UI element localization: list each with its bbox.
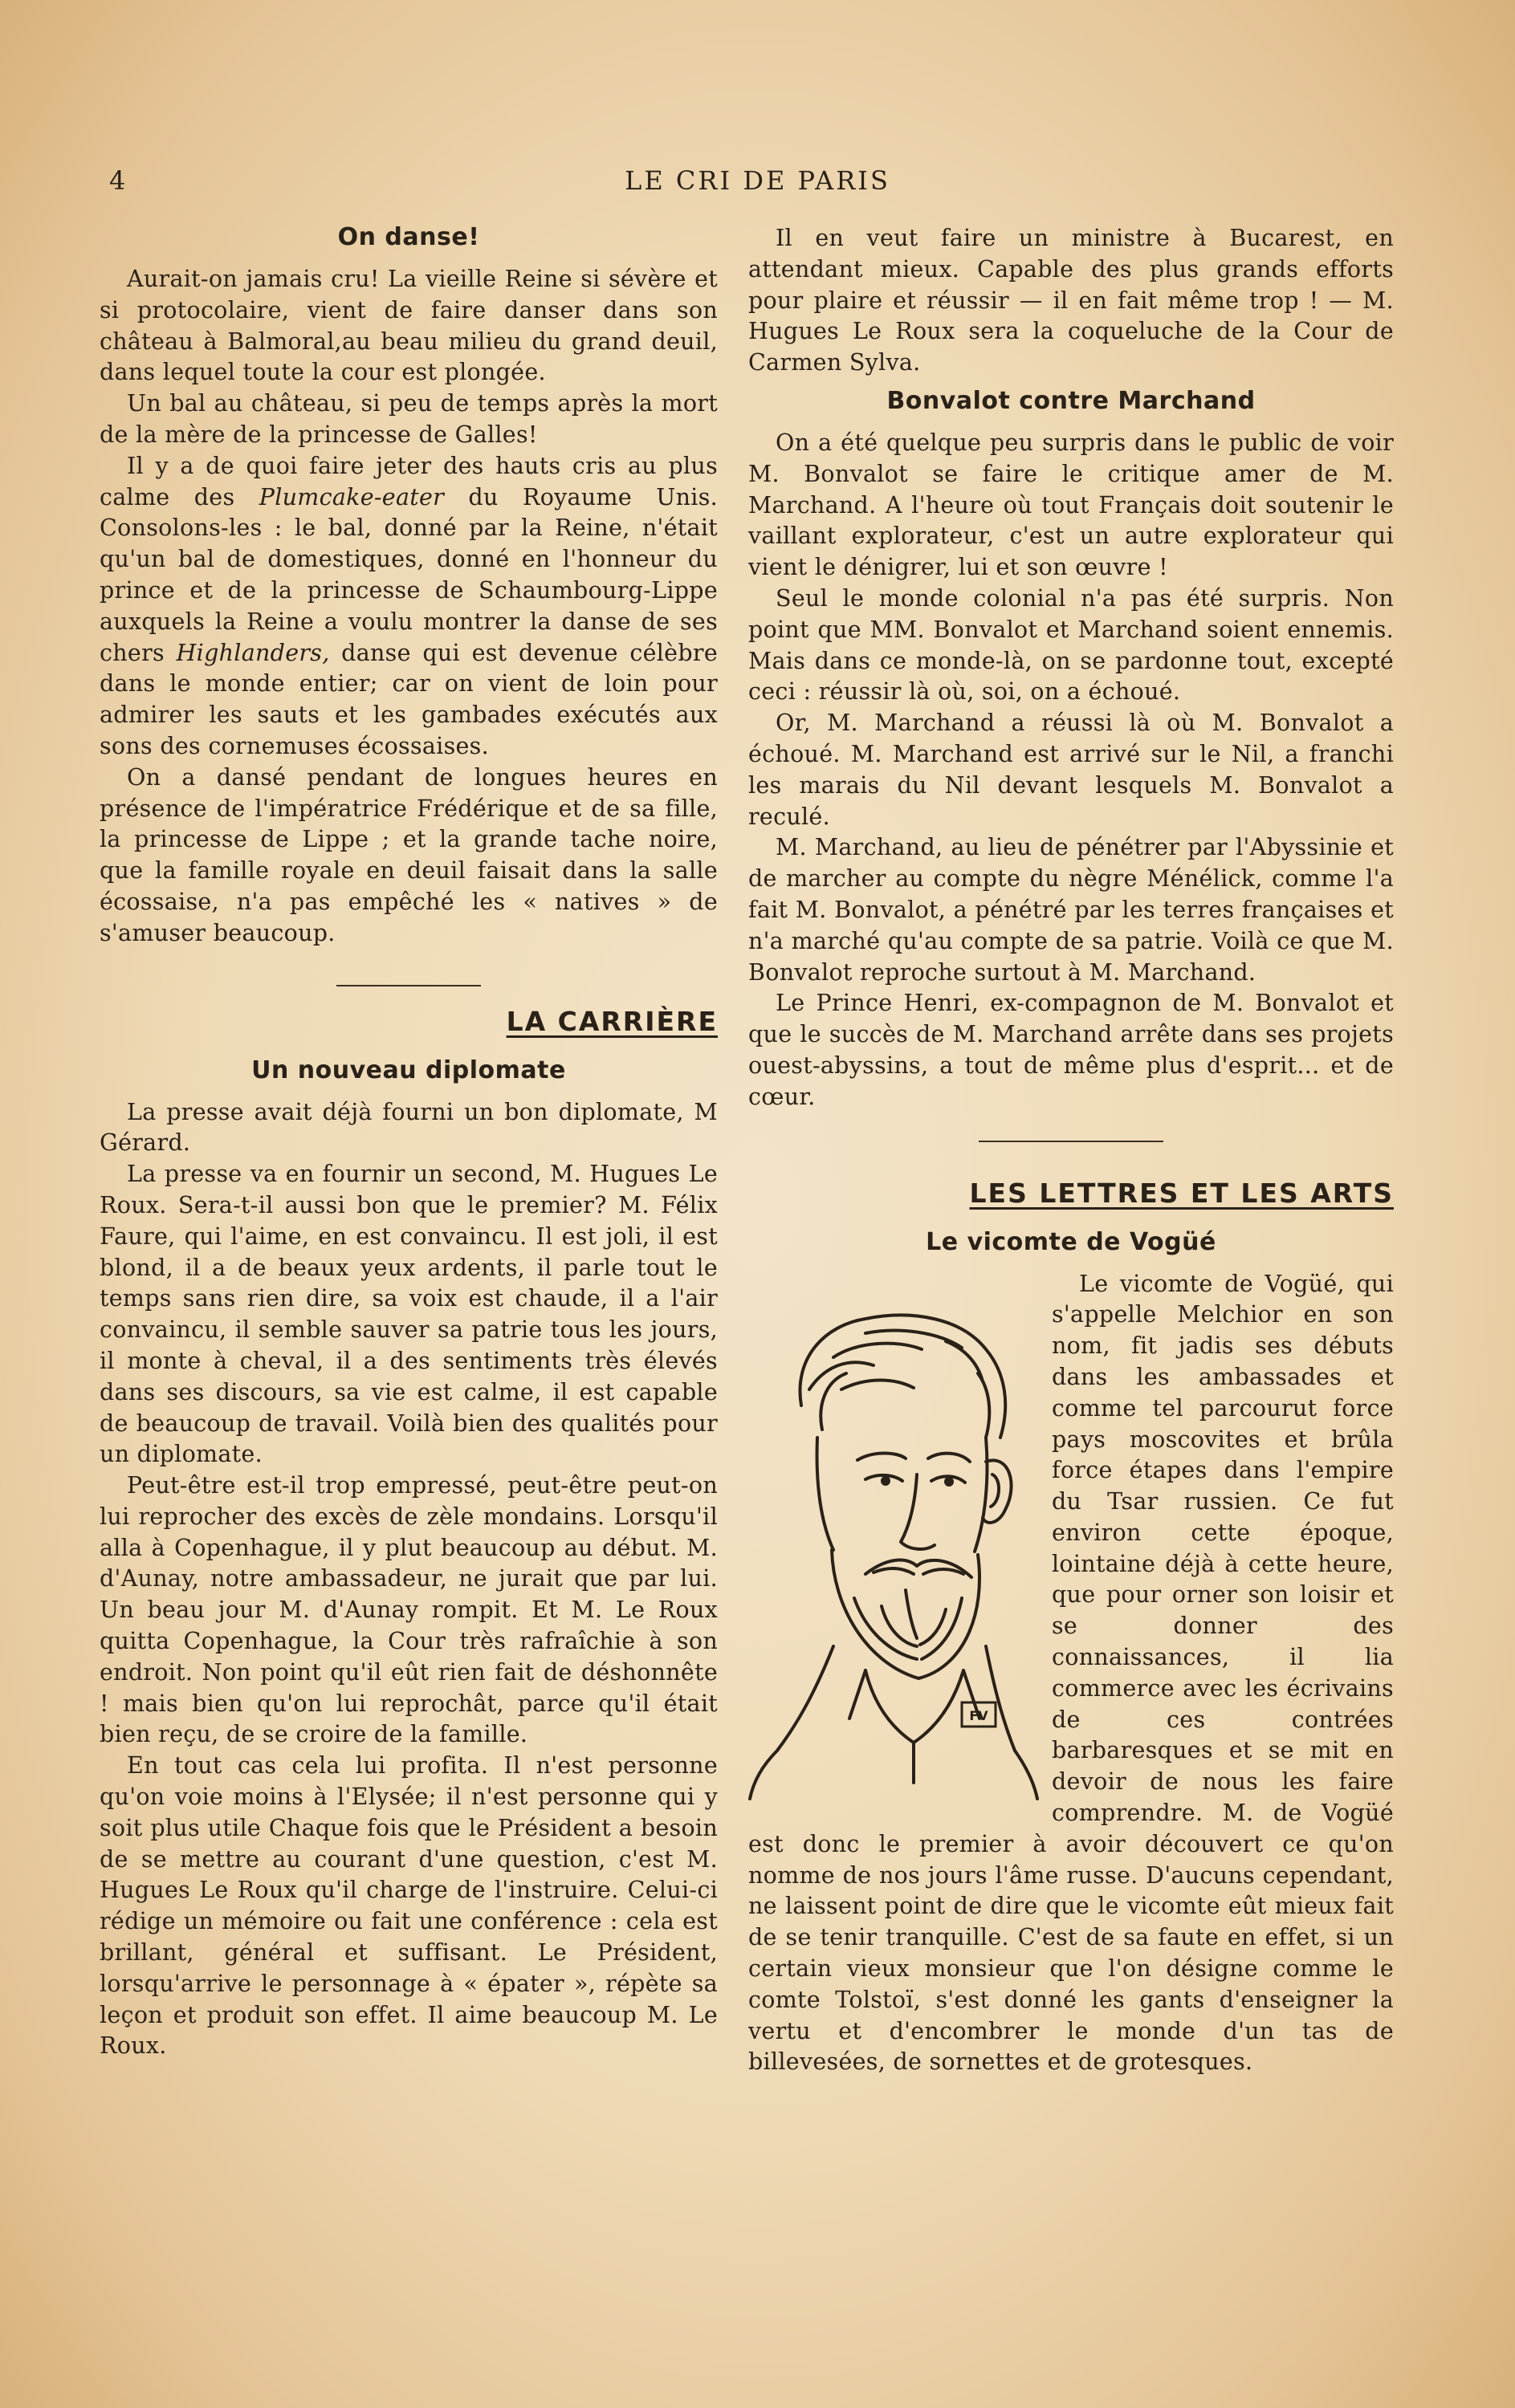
right-column [748, 223, 1394, 2078]
paragraph: Le vicomte de Vogüé, qui s'appelle Melchior en son nom, fit jadis ses débuts dans les ambassades et comme tel parcourut force pays moscovites et brûla force étapes dans l'empire du Tsar russien. Ce fut environ cette époque, lointaine déjà à cette heure, que pour orner son loisir et se donner des connaissances, il lia commerce avec les écrivains de ces contrées barbaresques et se mit en devoir de nous les faire comprendre. M. de Vogüé est donc le premier à avoir découvert ce qu'on nomme de nos jours l'âme russe. D'aucuns cependant, ne laissent point de dire que le vicomte eût mieux fait de se tenir tranquille. C'est de sa faute en effet, si un certain vieux monsieur que l'on désigne comme le comte Tolstoï, s'est donné les gants d'enseigner la vertu et d'encombrer le monde d'un tas de billevesées, de sornettes et de grotesques. [748, 1270, 1394, 2076]
portrait-illustration [745, 1269, 1041, 1807]
article-title-bonvalot: Bonvalot contre Marchand [886, 386, 1256, 415]
left-column [100, 223, 718, 2062]
text-run: du Royaume Unis. Consolons-les : le bal, donné par la Reine, n'était qu'un bal de domestiques, donné en l'honneur du prince et de la princesse de Schaumbourg-Lippe auxquels la Reine a voulu montrer la danse de ses chers [100, 483, 718, 666]
article-title-vogue: Le vicomte de Vogüé [926, 1227, 1216, 1256]
portrait-monogram: FV [969, 1707, 988, 1723]
page-number: 4 [109, 165, 127, 196]
paragraph: Or, M. Marchand a réussi là où M. Bonvalot a échoué. M. Marchand est arrivé sur le Nil, a franchi les marais du Nil devant lesquels M. Bonvalot a reculé. [748, 710, 1394, 830]
text-run: danse qui est devenue célèbre dans le monde entier; car on vient de loin pour admirer les sauts et les gambades exécutés aux sons des cornemuses écossaises. [100, 639, 718, 759]
paragraph: Le Prince Henri, ex-compagnon de M. Bonvalot et que le succès de M. Marchand arrête dans ses projets ouest-abyssins, a tout de même plus d'esprit... et de cœur. [748, 990, 1394, 1110]
paragraph: La presse va en fournir un second, M. Hugues Le Roux. Sera-t-il aussi bon que le premier? M. Félix Faure, qui l'aime, en est convaincu. Il est joli, il est blond, il a de beaux yeux ardents, il parle tout le temps sans rien dire, sa voix est chaude, il a l'air convaincu, il semble sauver sa patrie tous les jours, il monte à cheval, il a des sentiments très élevés dans ses discours, sa vie est calme, il est capable de beaucoup de travail. Voilà bien des qualités pour un diplomate. [100, 1161, 718, 1468]
page-header: LE CRI DE PARIS [625, 165, 890, 196]
paragraph: Un bal au château, si peu de temps après la mort de la mère de la princesse de Galles! [100, 390, 718, 448]
article-title-danse: On danse! [337, 223, 480, 251]
paragraph: Il en veut faire un ministre à Bucarest, en attendant mieux. Capable des plus grands efforts pour plaire et réussir — il en fait même trop ! — M. Hugues Le Roux sera la coqueluche de la Cour de Carmen Sylva. [748, 225, 1394, 376]
paragraph: M. Marchand, au lieu de pénétrer par l'Abyssinie et de marcher au compte du nègre Ménélick, comme l'a fait M. Bonvalot, a pénétré par les terres françaises et n'a marché qu'au compte de sa patrie. Voilà ce que M. Bonvalot reproche surtout à M. Marchand. [748, 834, 1394, 986]
section-heading-lettres-arts: LES LETTRES ET LES ARTS [969, 1177, 1394, 1209]
section-heading-carriere: LA CARRIÈRE [506, 1005, 718, 1037]
paragraph: On a dansé pendant de longues heures en présence de l'impératrice Frédérique et de sa fille, la princesse de Lippe ; et la grande tache noire, que la famille royale en deuil faisait dans la salle écossaise, n'a pas empêché les « natives » de s'amuser beaucoup. [100, 763, 718, 946]
paragraph: La presse avait déjà fourni un bon diplomate, M Gérard. [100, 1098, 718, 1157]
paragraph [100, 451, 718, 763]
italic-text: Plumcake-eater [259, 483, 445, 510]
paragraph: On a été quelque peu surpris dans le public de voir M. Bonvalot se faire le critique amer de M. Marchand. A l'heure où tout Français doit soutenir le vaillant explorateur, c'est un autre explorateur qui vient le dénigrer, lui et son œuvre ! [748, 429, 1394, 581]
paragraph: Seul le monde colonial n'a pas été surpris. Non point que MM. Bonvalot et Marchand soient ennemis. Mais dans ce monde-là, on se pardonne tout, excepté ceci : réussir là où, soi, on a échoué. [748, 584, 1394, 706]
text-run: Il y a de quoi faire jeter des hauts cris au plus calme des [100, 452, 718, 510]
portrait-drawing [745, 1269, 1041, 1807]
paragraph: Peut-être est-il trop empressé, peut-être peut-on lui reprocher des excès de zèle mondains. Lorsqu'il alla à Copenhague, il y plut beaucoup au début. M. d'Aunay, notre ambassadeur, ne jurait que par lui. Un beau jour M. d'Aunay rompit. Et M. Le Roux quitta Copenhague, la Cour très rafraîchie à son endroit. Non point qu'il eût rien fait de déshonnête ! mais bien qu'on lui reprochât, parce qu'il était bien reçu, de se croire de la famille. [100, 1472, 718, 1748]
italic-text: Highlanders, [176, 639, 330, 666]
article-title-diplomate: Un nouveau diplomate [251, 1056, 566, 1084]
paragraph: Aurait-on jamais cru! La vieille Reine si sévère et si protocolaire, vient de faire danser dans son château à Balmoral,au beau milieu du grand deuil, dans lequel toute la cour est plongée. [100, 266, 718, 386]
paragraph: En tout cas cela lui profita. Il n'est personne qu'on voie moins à l'Elysée; il n'est personne qui y soit plus utile Chaque fois que le Président a besoin de se mettre au courant d'une question, c'est M. Hugues Le Roux qu'il charge de l'instruire. Celui-ci rédige un mémoire ou fait une conférence : cela est brillant, général et suffisant. Le Président, lorsqu'arrive le personnage à « épater », répète sa leçon et produit son effet. Il aime beaucoup M. Le Roux. [100, 1752, 718, 2060]
